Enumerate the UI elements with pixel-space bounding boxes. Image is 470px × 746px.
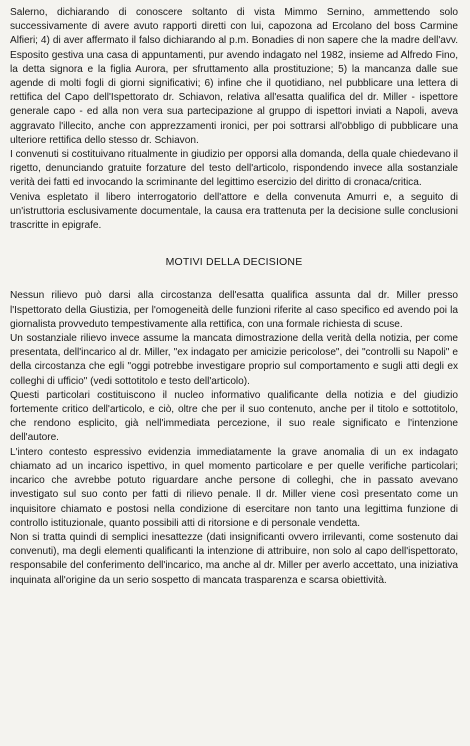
paragraph-interrogatorio: Veniva espletato il libero interrogatorio dell'attore e della convenuta Amurri e, a seguito di un'istruttoria esclusivamente documentale, la causa era trattenuta per la decisione sulle conclusioni trascritte in epigrafe.	[10, 191, 458, 232]
paragraph-salerno: Salerno, dichiarando di conoscere soltanto di vista Mimmo Sernino, ammettendo solo successivamente di avere avuto rapporti diretti con lui, capozona ad Ercolano del boss Carmine Alfieri; 4) di aver affermato il falso dichiarando al p.m. Bonadies di non sapere che la madre dell'avv. Esposito gestiva una casa di appuntamenti, pur avendo indagato nel 1982, insieme ad Alfredo Fino, la detta signora e la figlia Aurora, per sfruttamento alla prostituzione; 5) la mancanza dalle sue agende di molti fogli di giorni significativi; 6) infine che il quotidiano, nel pubblicare una lettera di rettifica del Capo dell'Ispettorato dr. Schiavon, relativa all'esatta qualifica del dr. Miller - ispettore generale capo - ed alla non vera sua partecipazione al gruppo di ispettori inviati a Napoli, aveva aggravato l'illecito, anche con apprezzamenti ironici, per poi sottrarsi all'obbligo di pubblicare una ulteriore rettifica dello stesso dr. Schiavon.	[10, 7, 458, 146]
paragraph-inesattezze: Non si tratta quindi di semplici inesattezze (dati insignificanti ovvero irrilevanti, come sostenuto dai convenuti), ma degli elementi qualificanti la intenzione di attribuire, non solo al capo dell'ispettorato, responsabile del conferimento dell'incarico, ma anche al dr. Miller per averlo accettato, una iniziativa inquinata all'origine da un serio sospetto di mancata trasparenza e scarsa obiettività.	[10, 531, 458, 586]
paragraph-particolari: Questi particolari costituiscono il nucleo informativo qualificante della notizia e del giudizio fortemente critico dell'articolo, e ciò, oltre che per il suo contenuto, anche per il titolo e sottotitolo, che rendono esplicito, già nell'immediata percezione, il suo reale significato e l'intenzione dell'autore.	[10, 389, 458, 444]
paragraph-nessun-rilievo: Nessun rilievo può darsi alla circostanza dell'esatta qualifica assunta dal dr. Miller presso l'Ispettorato della Giustizia, per l'omogeneità delle funzioni riferite al caso specifico ed avendo poi la giornalista provveduto tempestivamente alla rettifica, con una formale richiesta di scuse.	[10, 290, 458, 330]
paragraph-sostanziale-rilievo: Un sostanziale rilievo invece assume la mancata dimostrazione della verità della notizia, per come presentata, dell'incarico al dr. Miller, "ex indagato per amicizie pericolose", dei "controlli su Napoli" e della circostanza che egli "oggi potrebbe investigare proprio sul comportamento e sugli atti degli ex colleghi di ufficio" (vedi sottotitolo e testo dell'articolo).	[10, 333, 458, 387]
paragraph-contesto: L'intero contesto espressivo evidenzia immediatamente la grave anomalia di un ex indagato chiamato ad un incarico ispettivo, in quel momento particolare e per quelle verifiche particolari; incarico che avrebbe potuto riguardare anche persone di colleghi, che in passato avevano investigato sul suo conto per fatti di rilievo penale. Il dr. Miller viene così presentato come un inquisitore chiamato e postosi nella condizione di esercitare non tanto una legittima funzione di controllo istituzionale, quanto possibili atti di ritorsione e di personale vendetta.	[10, 446, 458, 529]
paragraph-convenuti: I convenuti si costituivano ritualmente in giudizio per opporsi alla domanda, della quale chiedevano il rigetto, denunciando gratuite forzature del testo dell'articolo, rispondendo invece alla sostanziale verità dei fatti ed invocando la scriminante del legittimo esercizio del diritto di cronaca/critica.	[10, 149, 458, 189]
section-heading: MOTIVI DELLA DECISIONE	[165, 256, 303, 269]
document-body	[10, 6, 458, 588]
